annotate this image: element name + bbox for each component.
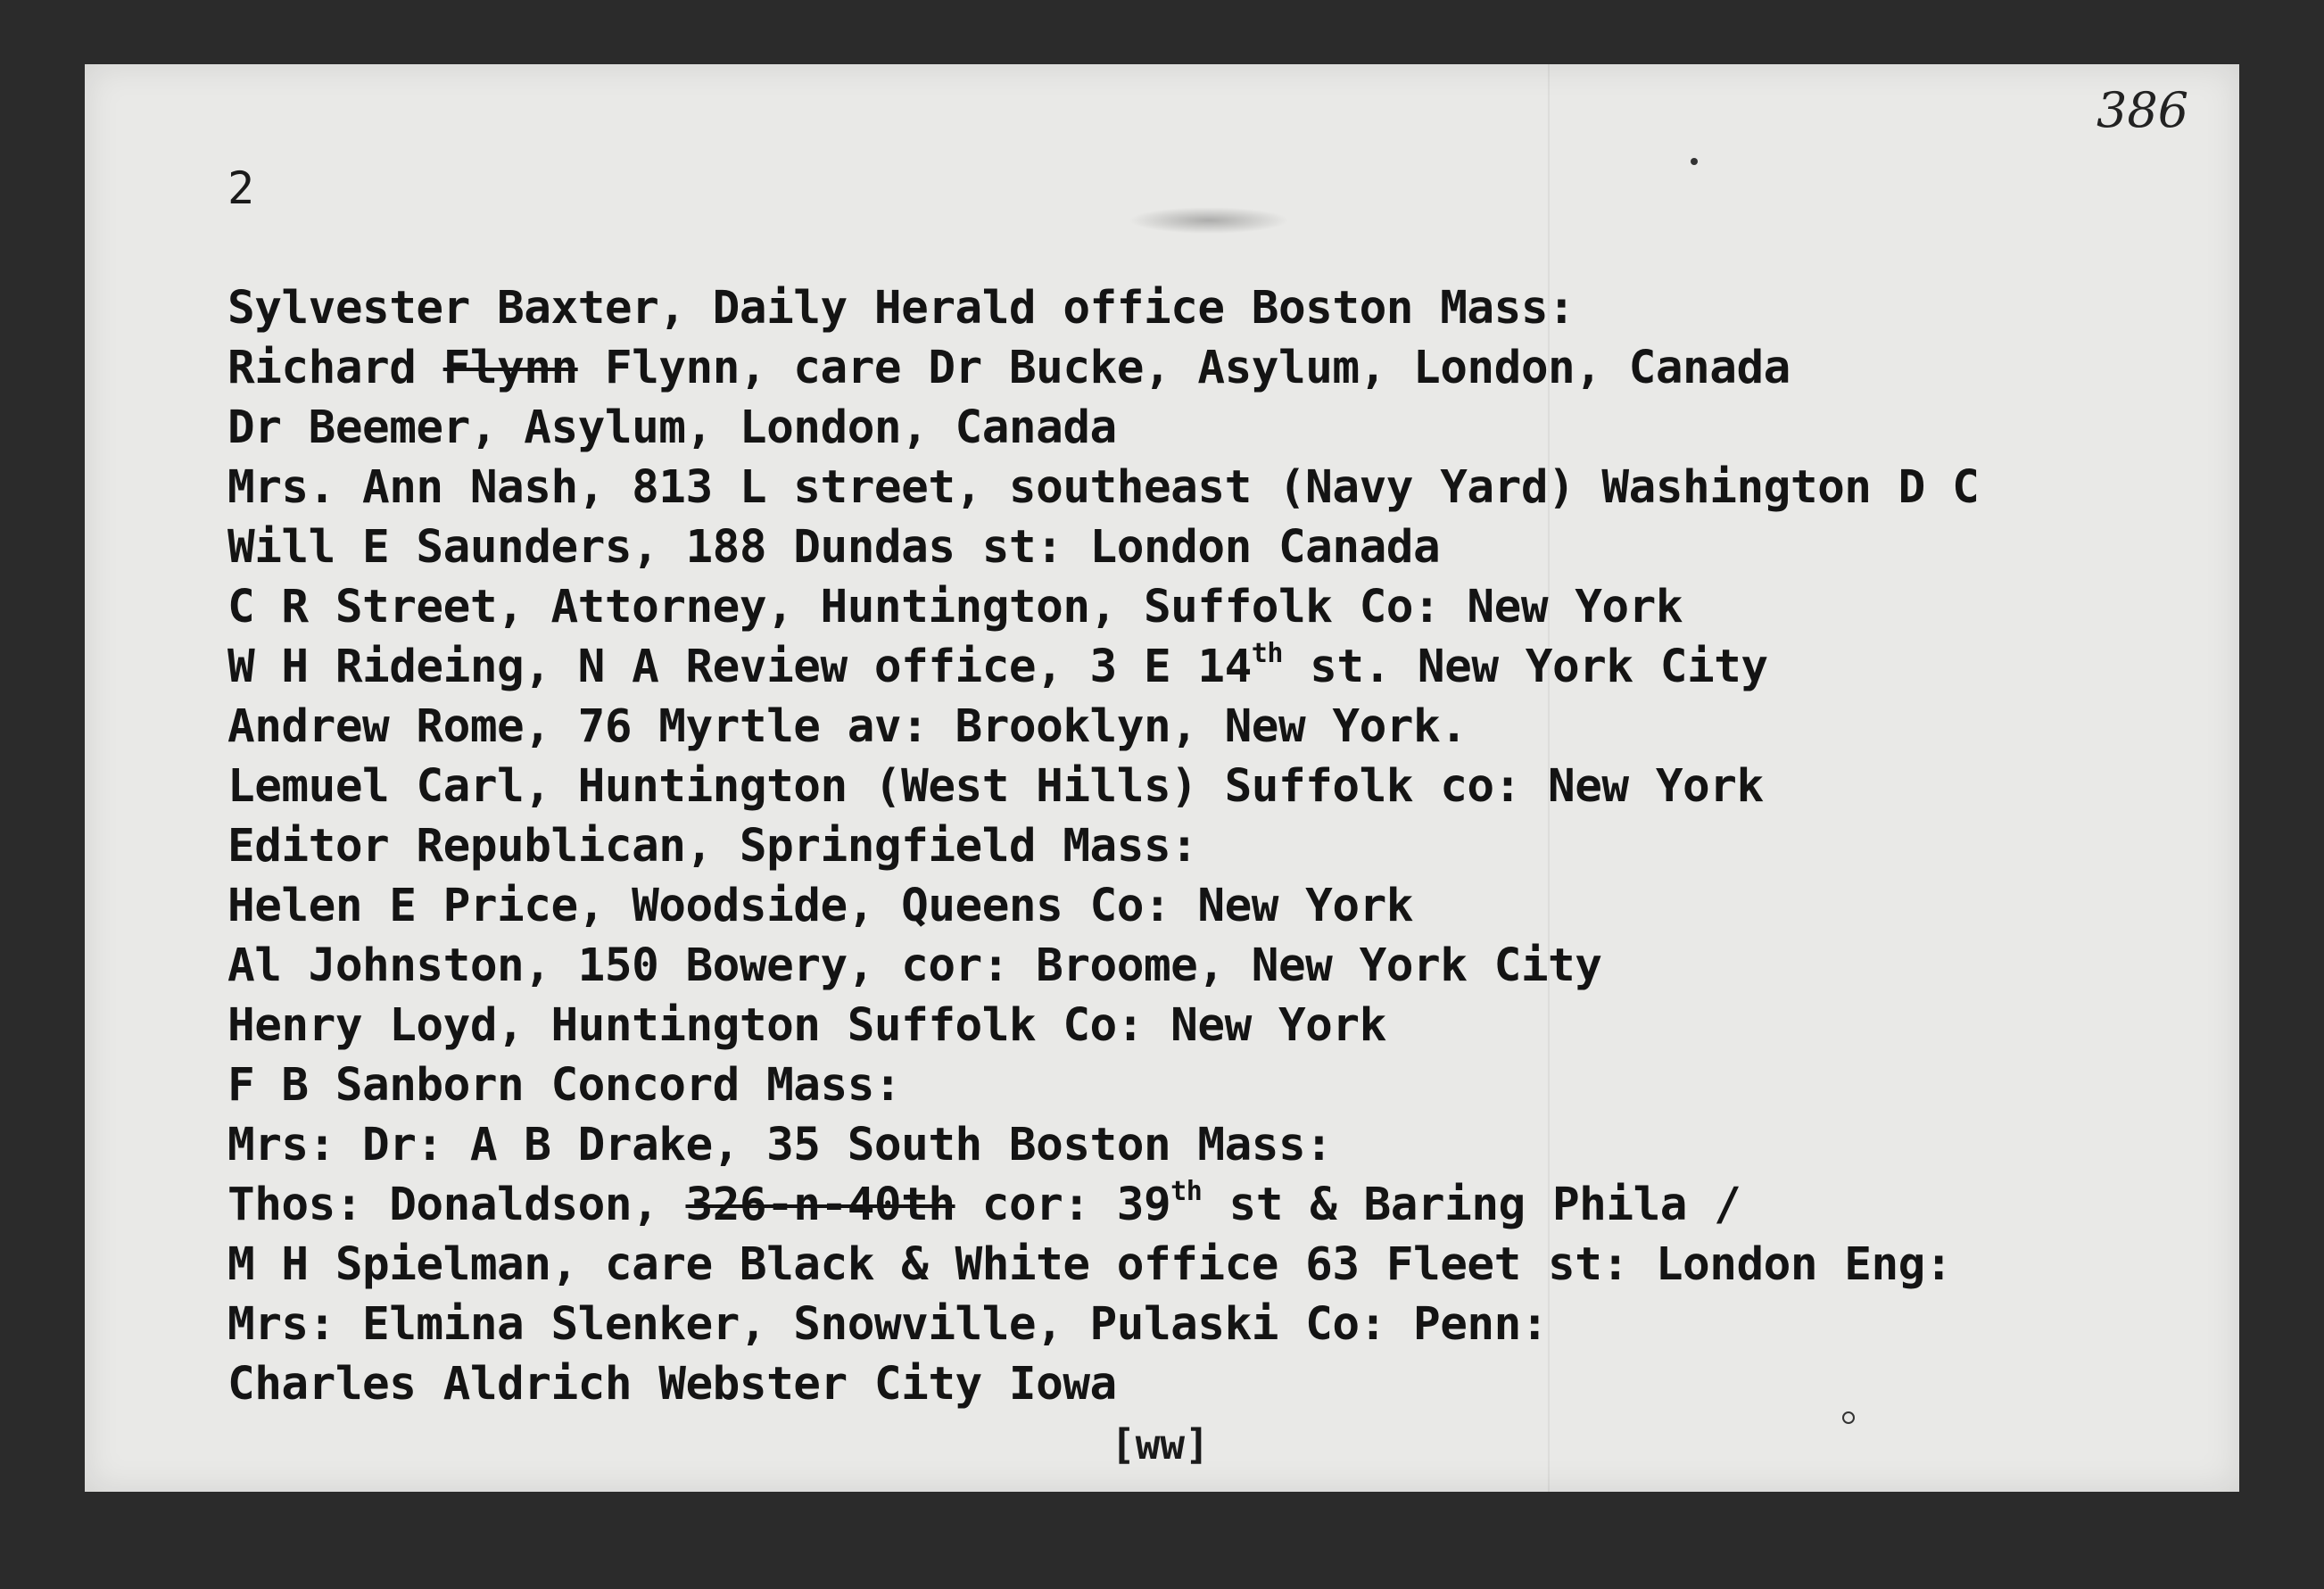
- list-item: [227, 996, 1979, 1055]
- list-item: [227, 1175, 1979, 1235]
- ink-smudge: [1129, 207, 1289, 234]
- entry-text: Henry Loyd, Huntington Suffolk Co: New York: [227, 999, 1386, 1052]
- entry-text: M H Spielman, care Black & White office 63 Fleet st: London Eng:: [227, 1238, 1953, 1291]
- entry-text: st. New York City: [1282, 641, 1768, 693]
- list-item: [227, 816, 1979, 876]
- page-number: 2: [227, 162, 255, 214]
- list-item: [227, 577, 1979, 637]
- list-item: [227, 338, 1979, 398]
- entry-text: F B Sanborn Concord Mass:: [227, 1059, 902, 1112]
- entry-text: Editor Republican, Springfield Mass:: [227, 820, 1198, 873]
- list-item: [227, 697, 1979, 757]
- entry-text: Al Johnston, 150 Bowery, cor: Broome, New York City: [227, 939, 1602, 992]
- entry-text: Mrs: Dr: A B Drake, 35 South Boston Mass:: [227, 1119, 1333, 1171]
- entry-text: C R Street, Attorney, Huntington, Suffolk Co: New York: [227, 581, 1683, 633]
- entry-text: Helen E Price, Woodside, Queens Co: New York: [227, 880, 1414, 932]
- entry-text: Lemuel Carl, Huntington (West Hills) Suffolk co: New York: [227, 760, 1764, 813]
- list-item: [227, 876, 1979, 936]
- index-card: [85, 64, 2239, 1492]
- list-item: [227, 1055, 1979, 1115]
- address-list: [227, 278, 1979, 1414]
- list-item: [227, 1235, 1979, 1295]
- archive-number: 386: [2097, 82, 2189, 138]
- entry-text: Dr Beemer, Asylum, London, Canada: [227, 401, 1117, 454]
- entry-text: Mrs. Ann Nash, 813 L street, southeast (Navy Yard) Washington D C: [227, 461, 1980, 514]
- entry-text: Mrs: Elmina Slenker, Snowville, Pulaski Co: Penn:: [227, 1298, 1549, 1351]
- footer-mark: [ww]: [1111, 1420, 1210, 1469]
- entry-text: Richard: [227, 342, 443, 394]
- entry-text: st & Baring Phila /: [1202, 1179, 1741, 1231]
- list-item: [227, 936, 1979, 996]
- entry-text: Flynn, care Dr Bucke, Asylum, London, Canada: [577, 342, 1791, 394]
- struck-text: 326-n-40th: [685, 1179, 955, 1231]
- list-item: [227, 637, 1979, 697]
- entry-text: Will E Saunders, 188 Dundas st: London Canada: [227, 521, 1441, 574]
- list-item: [227, 757, 1979, 816]
- list-item: [227, 458, 1979, 517]
- list-item: [227, 1295, 1979, 1354]
- entry-text: Thos: Donaldson,: [227, 1179, 686, 1231]
- list-item: [227, 1354, 1979, 1414]
- speck: [1691, 158, 1698, 165]
- entry-text: W H Rideing, N A Review office, 3 E 14: [227, 641, 1252, 693]
- entry-text: Sylvester Baxter, Daily Herald office Boston Mass:: [227, 282, 1576, 335]
- list-item: [227, 398, 1979, 458]
- entry-text: cor: 39: [955, 1179, 1171, 1231]
- superscript: th: [1170, 1176, 1203, 1207]
- superscript: th: [1251, 638, 1283, 669]
- list-item: [227, 278, 1979, 338]
- list-item: [227, 1115, 1979, 1175]
- entry-text: Andrew Rome, 76 Myrtle av: Brooklyn, New York.: [227, 700, 1468, 753]
- list-item: [227, 517, 1979, 577]
- entry-text: Charles Aldrich Webster City Iowa: [227, 1358, 1117, 1411]
- struck-text: Flynn: [442, 342, 578, 394]
